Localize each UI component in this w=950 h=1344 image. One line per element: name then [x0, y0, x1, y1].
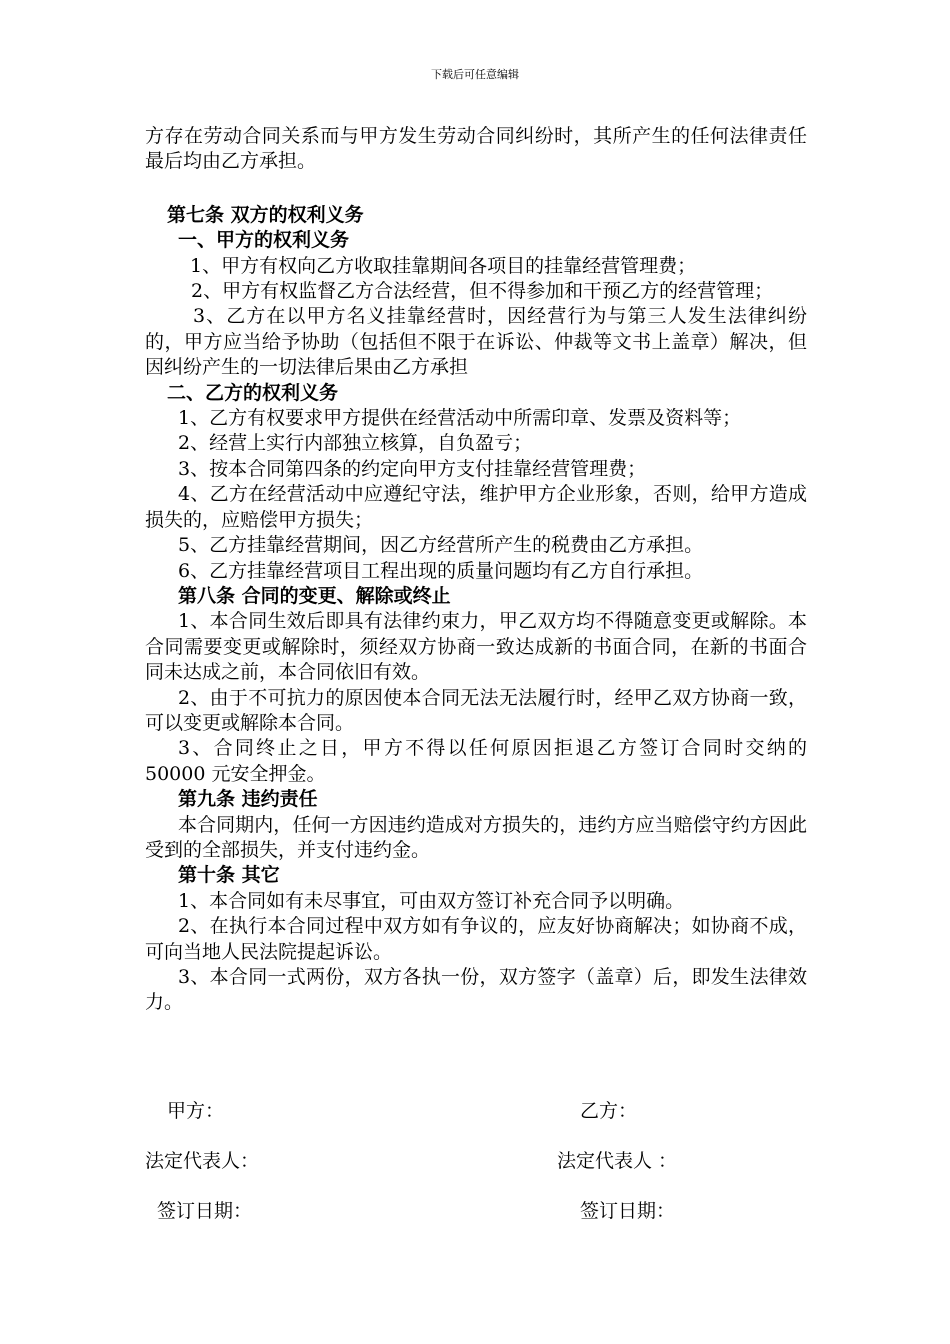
paragraph-continued: 方存在劳动合同关系而与甲方发生劳动合同纠纷时，其所产生的任何法律责任最后均由乙方承担。: [145, 125, 807, 173]
section-party-a-heading: 一、甲方的权利义务: [178, 229, 350, 252]
party-b-label: 乙方：: [580, 1100, 638, 1122]
article-7-heading: 第七条 双方的权利义务: [167, 203, 364, 226]
party-b-item-3: 3、按本合同第四条的约定向甲方支付挂靠经营管理费；: [178, 457, 647, 480]
article-10-item-2: 2、在执行本合同过程中双方如有争议的，应友好协商解决；如协商不成，可向当地人民法院提起诉讼。: [145, 915, 807, 963]
party-a-item-2: 2、甲方有权监督乙方合法经营，但不得参加和干预乙方的经营管理；: [191, 280, 774, 303]
article-8-item-3: 3、合同终止之日，甲方不得以任何原因拒退乙方签订合同时交纳的 50000 元安全押金。: [145, 737, 807, 785]
party-b-item-1: 1、乙方有权要求甲方提供在经营活动中所需印章、发票及资料等；: [178, 407, 742, 430]
section-party-b-heading: 二、乙方的权利义务: [167, 381, 339, 404]
party-b-item-4: 4、乙方在经营活动中应遵纪守法，维护甲方企业形象，否则，给甲方造成损失的，应赔偿甲方损失；: [145, 483, 807, 531]
party-b-representative-label: 法定代表人 ：: [557, 1150, 678, 1172]
party-b-item-5: 5、乙方挂靠经营期间，因乙方经营所产生的税费由乙方承担。: [178, 534, 704, 557]
party-b-sign-date-label: 签订日期：: [580, 1200, 676, 1222]
contract-body: [145, 124, 807, 1016]
article-8-item-1: 1、本合同生效后即具有法律约束力，甲乙双方均不得随意变更或解除。本合同需要变更或解除时，须经双方协商一致达成新的书面合同，在新的书面合同未达成之前，本合同依旧有效。: [145, 610, 807, 684]
article-10-item-3: 3、本合同一式两份，双方各执一份，双方签字（盖章）后，即发生法律效力。: [145, 966, 807, 1014]
party-a-label: 甲方：: [167, 1100, 225, 1122]
party-b-item-2: 2、经营上实行内部独立核算，自负盈亏；: [178, 432, 533, 455]
party-a-sign-date-label: 签订日期：: [157, 1200, 253, 1222]
article-9-heading: 第九条 违约责任: [178, 788, 318, 811]
article-10-heading: 第十条 其它: [178, 864, 280, 887]
article-10-item-1: 1、本合同如有未尽事宜，可由双方签订补充合同予以明确。: [178, 889, 685, 912]
page-header: 下载后可任意编辑: [431, 68, 519, 81]
article-8-item-2: 2、由于不可抗力的原因使本合同无法无法履行时，经甲乙双方协商一致，可以变更或解除本合同。: [145, 686, 807, 734]
article-8-heading: 第八条 合同的变更、解除或终止: [178, 584, 451, 607]
party-a-representative-label: 法定代表人：: [145, 1150, 260, 1172]
article-9-text: 本合同期内，任何一方因违约造成对方损失的，违约方应当赔偿守约方因此受到的全部损失，并支付违约金。: [145, 813, 807, 861]
spacer: [145, 175, 807, 203]
party-a-item-3: 3、乙方在以甲方名义挂靠经营时，因经营行为与第三人发生法律纠纷的，甲方应当给予协助（包括但不限于在诉讼、仲裁等文书上盖章）解决，但因纠纷产生的一切法律后果由乙方承担: [145, 305, 807, 379]
party-a-item-1: 1、甲方有权向乙方收取挂靠期间各项目的挂靠经营管理费；: [190, 254, 697, 277]
party-b-item-6: 6、乙方挂靠经营项目工程出现的质量问题均有乙方自行承担。: [178, 559, 704, 582]
